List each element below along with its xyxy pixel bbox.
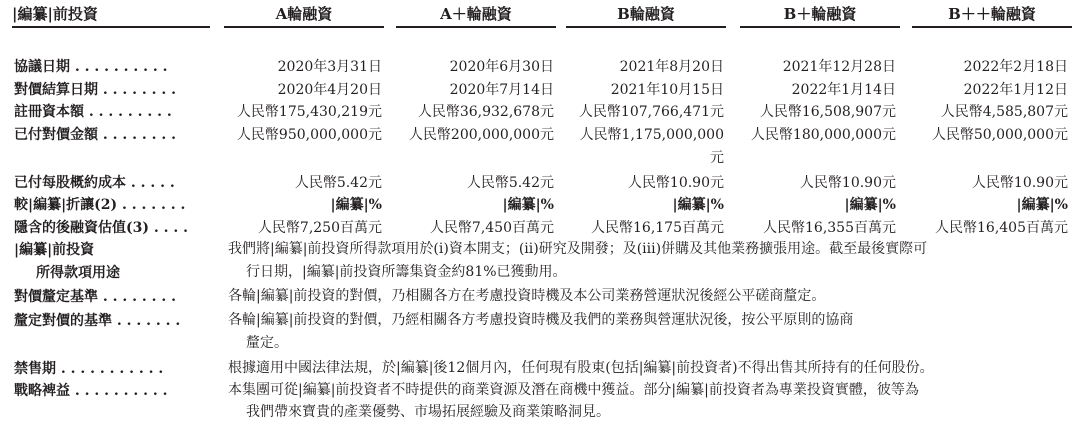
table-cell: 2022年2月18日 [963,59,1068,75]
row-label-proceeds-1: |編纂|前投資 [14,242,95,258]
table-cell: 人民幣950,000,000元 [236,127,382,143]
table-cell: 人民幣10.90元 [971,175,1068,191]
row-label-valuation: 隱含的後融資估值(3) . . . . [14,220,188,236]
table-cell: 人民幣7,250百萬元 [257,220,382,236]
basis1-text: 各輪|編纂|前投資的對價，乃相關各方在考慮投資時機及本公司業務營運狀況後經公平磋商釐定。 [228,288,826,304]
table-cell: 人民幣180,000,000元 [750,127,896,143]
table-cell: 人民幣10.90元 [799,175,896,191]
table-cell: |編纂|% [844,197,896,213]
table-cell-overflow: 元 [710,150,724,166]
table-cell: 人民幣16,405百萬元 [935,220,1068,236]
header-col-a: A輪融資 [224,4,384,28]
header-col-a-plus: A＋輪融資 [396,4,556,28]
table-cell: 人民幣1,175,000,000 [579,127,724,143]
table-cell: |編纂|% [1016,197,1068,213]
table-cell: 人民幣4,585,807元 [940,104,1068,120]
row-label-registered-capital: 註冊資本額 . . . . . . . . . [14,104,172,120]
row-label-basis-1: 對價釐定基準 . . . . . . . . [14,289,176,305]
row-label-proceeds-2: 所得款項用途 [36,265,120,281]
table-cell: 人民幣16,355百萬元 [763,220,896,236]
table-cell: |編纂|% [672,197,724,213]
basis2-text-line1: 各輪|編纂|前投資的對價，乃經相關各方考慮投資時機及我們的業務與營運狀況後，按公平原則的協商 [228,312,854,328]
header-label: |編纂|前投資 [12,4,210,28]
table-cell: 2020年4月20日 [277,82,382,98]
table-cell: 2022年1月14日 [791,82,896,98]
table-cell: 人民幣16,508,907元 [759,104,896,120]
table-cell: 人民幣5.42元 [294,175,382,191]
table-cell: 人民幣200,000,000元 [408,127,554,143]
table-cell: 2021年8月20日 [619,59,724,75]
table-cell: 2021年10月15日 [610,82,724,98]
header-col-b-plus: B＋輪融資 [740,4,900,28]
table-cell: 2022年1月12日 [963,82,1068,98]
row-label-strategic: 戰略裨益 . . . . . . . . . . [14,383,168,399]
table-cell: 2020年7月14日 [449,82,554,98]
table-cell: 2020年3月31日 [277,59,382,75]
table-cell: |編纂|% [330,197,382,213]
row-label-basis-2: 釐定對價的基準 . . . . . . . [14,313,181,329]
table-cell: 人民幣5.42元 [466,175,554,191]
row-label-agreement-date: 協議日期 . . . . . . . . . . [14,59,168,75]
basis2-text-line2: 釐定。 [246,335,288,351]
table-cell: 人民幣107,766,471元 [578,104,724,120]
table-cell: 人民幣36,932,678元 [417,104,554,120]
table-cell: 人民幣50,000,000元 [931,127,1068,143]
strategic-text-line2: 我們帶來寶貴的產業優勢、市場拓展經驗及商業策略洞見。 [246,404,610,420]
strategic-text-line1: 本集團可從|編纂|前投資者不時提供的商業資源及潛在商機中獲益。部分|編纂|前投資者為專業投資實體，彼等為 [228,382,919,398]
header-col-b-plus-plus: B＋＋輪融資 [912,4,1072,28]
proceeds-text-line2: 行日期，|編纂|前投資所籌集資金約81%已獲動用。 [246,264,567,280]
table-cell: 人民幣7,450百萬元 [429,220,554,236]
table-cell: 2021年12月28日 [782,59,896,75]
row-label-lockup: 禁售期 . . . . . . . . . . . [14,361,164,377]
table-cell: |編纂|% [502,197,554,213]
table-cell: 人民幣10.90元 [627,175,724,191]
proceeds-text-line1: 我們將|編纂|前投資所得款項用於(i)資本開支；(ii)研究及開發；及(iii)併購及其他業務擴張用途。截至最後實際可 [228,241,928,257]
row-label-cost-per-share: 已付每股概約成本 . . . . . [14,175,175,191]
row-label-settlement-date: 對價結算日期 . . . . . . . . [14,82,176,98]
table-cell: 人民幣175,430,219元 [236,104,382,120]
row-label-consideration-paid: 已付對價金額 . . . . . . . . [14,127,176,143]
row-label-discount: 較|編纂|折讓(2) . . . . . . . [14,197,186,213]
header-col-b: B輪融資 [566,4,726,28]
lockup-text: 根據適用中國法律法規，於|編纂|後12個月內，任何現有股東(包括|編纂|前投資者)不得出售其所持有的任何股份。 [228,360,934,376]
table-cell: 人民幣16,175百萬元 [591,220,724,236]
table-cell: 2020年6月30日 [449,59,554,75]
